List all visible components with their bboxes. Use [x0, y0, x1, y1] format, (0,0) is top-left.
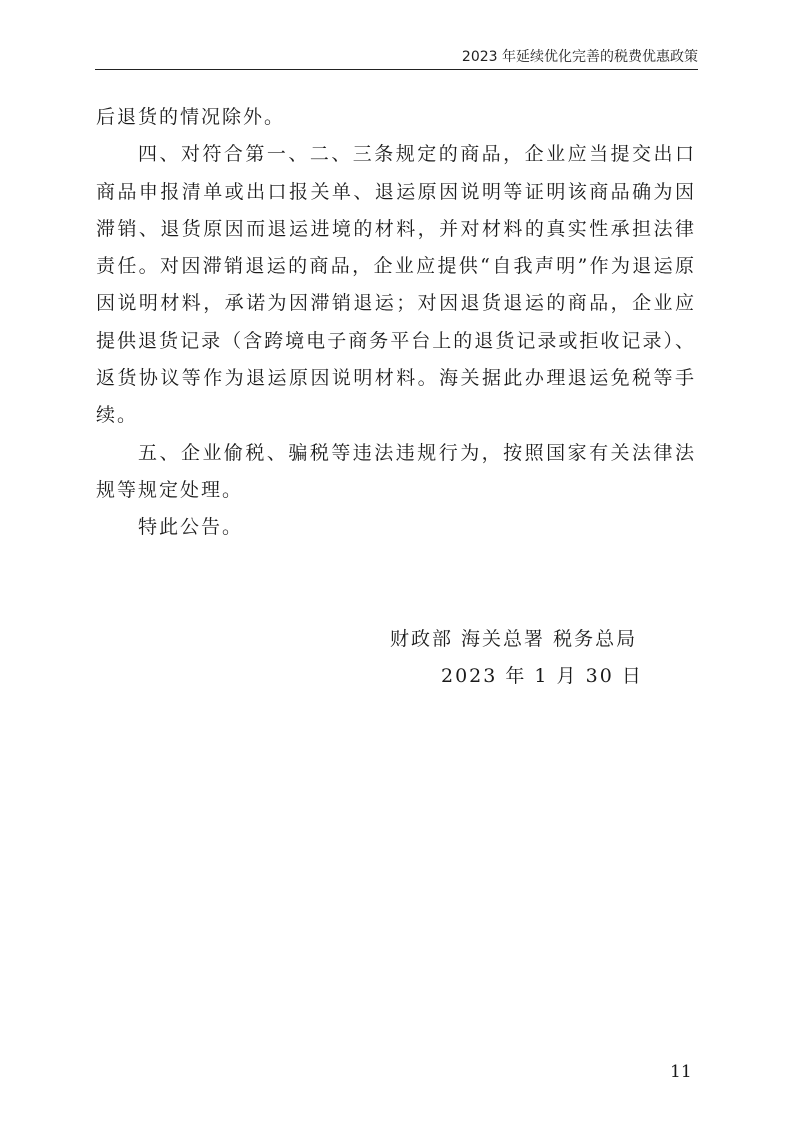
header-divider: [95, 69, 698, 70]
paragraph-continuation: 后退货的情况除外。: [96, 106, 286, 128]
page-number: 11: [670, 1062, 692, 1082]
issue-date: 2023 年 1 月 30 日: [441, 665, 643, 687]
paragraph-closing: 特此公告。: [138, 516, 244, 539]
issuing-authorities: 财政部 海关总署 税务总局: [390, 628, 638, 650]
document-body: [96, 99, 696, 547]
running-header: 2023 年延续优化完善的税费优惠政策: [461, 49, 698, 65]
paragraph-article-5: 五、企业偷税、骗税等违法违规行为，按照国家有关法律法规等规定处理。: [96, 441, 696, 501]
paragraph-article-4: 四、对符合第一、二、三条规定的商品，企业应当提交出口商品申报清单或出口报关单、退运原因说明等证明该商品确为因滞销、退货原因而退运进境的材料，并对材料的真实性承担法律责任。对因滞销退运的商品，企业应提供“自我声明”作为退运原因说明材料，承诺为因滞销退运；对因退货退运的商品，企业应提供退货记录（含跨境电子商务平台上的退货记录或拒收记录）、返货协议等作为退运原因说明材料。海关据此办理退运免税等手续。: [96, 143, 696, 427]
